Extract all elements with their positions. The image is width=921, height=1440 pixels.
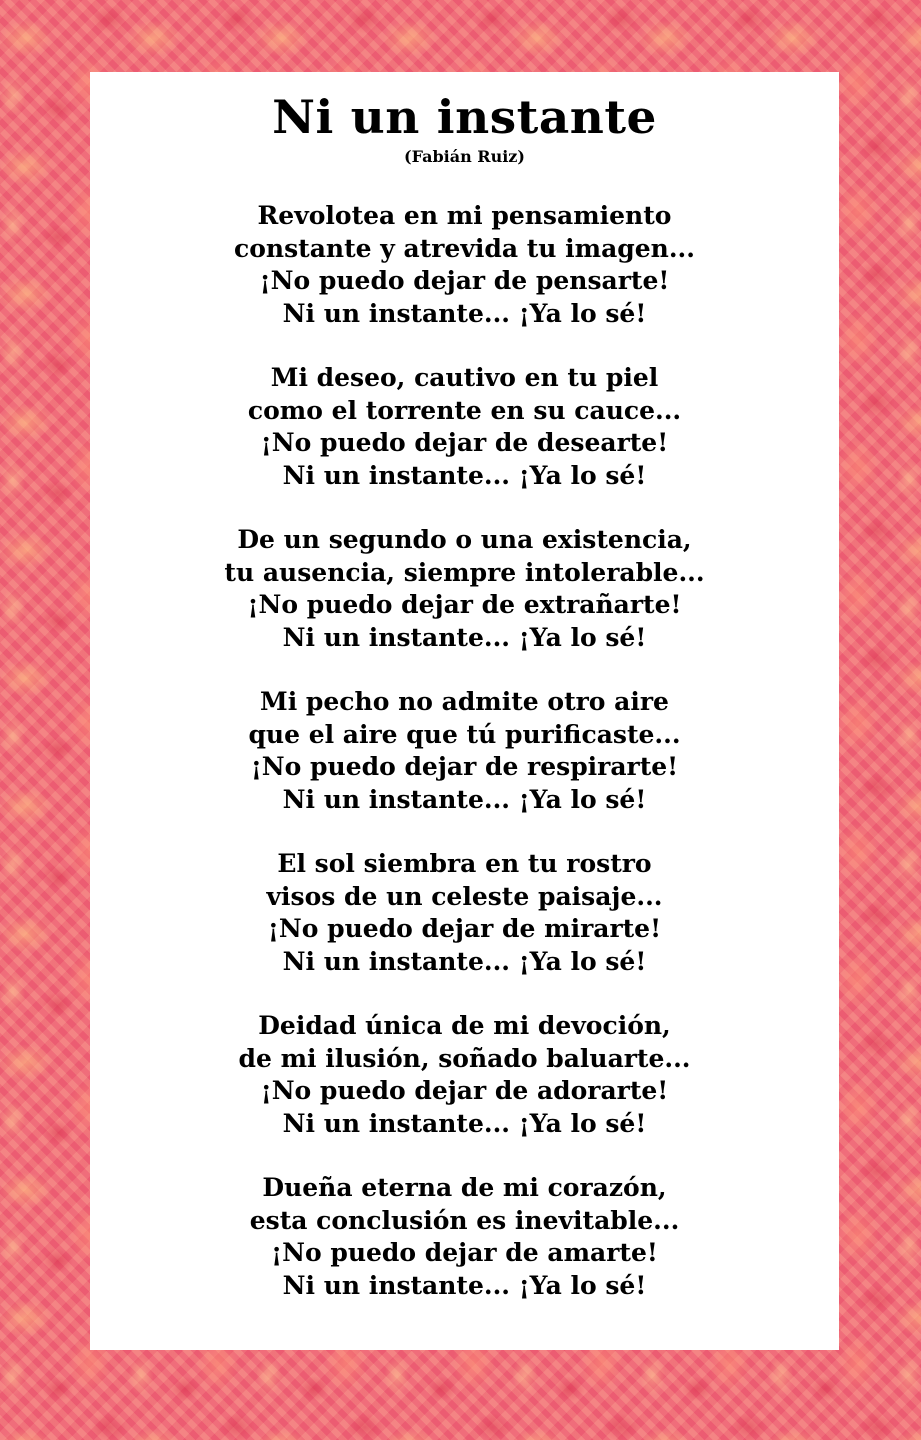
poem-line: Mi deseo, cautivo en tu piel [270,363,659,392]
poem-line: ¡No puedo dejar de respirarte! [250,752,679,781]
poem-line: Ni un instante... ¡Ya lo sé! [282,298,647,328]
poem-line: Revolotea en mi pensamiento [257,201,672,230]
poem-line: Ni un instante... ¡Ya lo sé! [282,622,647,652]
poem-page [90,72,839,1350]
poem-line: Ni un instante... ¡Ya lo sé! [282,946,647,976]
poem-author: (Fabián Ruiz) [404,147,525,166]
poem-line: que el aire que tú purificaste... [248,719,681,749]
poem-body [90,200,839,1302]
poem-line: ¡No puedo dejar de amarte! [271,1238,658,1267]
poem-line: ¡No puedo dejar de mirarte! [267,914,662,943]
poem-line: De un segundo o una existencia, [237,525,692,554]
poem-line: El sol siembra en tu rostro [277,849,652,878]
poem-line: ¡No puedo dejar de extrañarte! [247,590,682,619]
poem-line: Ni un instante... ¡Ya lo sé! [282,1108,647,1138]
stanza-6 [90,1010,839,1140]
stanza-1 [90,200,839,330]
poem-line: Mi pecho no admite otro aire [260,687,669,716]
poem-line: de mi ilusión, soñado baluarte... [238,1043,691,1073]
stanza-7 [90,1172,839,1302]
poem-line: constante y atrevida tu imagen... [234,233,695,263]
stanza-5 [90,848,839,978]
poem-line: Ni un instante... ¡Ya lo sé! [282,784,647,814]
poem-line: Ni un instante... ¡Ya lo sé! [282,1270,647,1300]
poem-line: ¡No puedo dejar de pensarte! [259,266,670,295]
poem-line: tu ausencia, siempre intolerable... [224,557,705,587]
poem-line: Deidad única de mi devoción, [258,1011,671,1040]
stanza-4 [90,686,839,816]
poem-line: como el torrente en su cauce... [247,395,682,425]
stanza-2 [90,362,839,492]
poem-line: ¡No puedo dejar de adorarte! [260,1076,669,1105]
poem-line: ¡No puedo dejar de desearte! [260,428,669,457]
poem-line: esta conclusión es inevitable... [249,1205,680,1235]
poem-line: visos de un celeste paisaje... [266,881,663,911]
poem-title: Ni un instante [272,90,657,144]
poem-line: Ni un instante... ¡Ya lo sé! [282,460,647,490]
stanza-3 [90,524,839,654]
poem-line: Dueña eterna de mi corazón, [262,1173,667,1202]
